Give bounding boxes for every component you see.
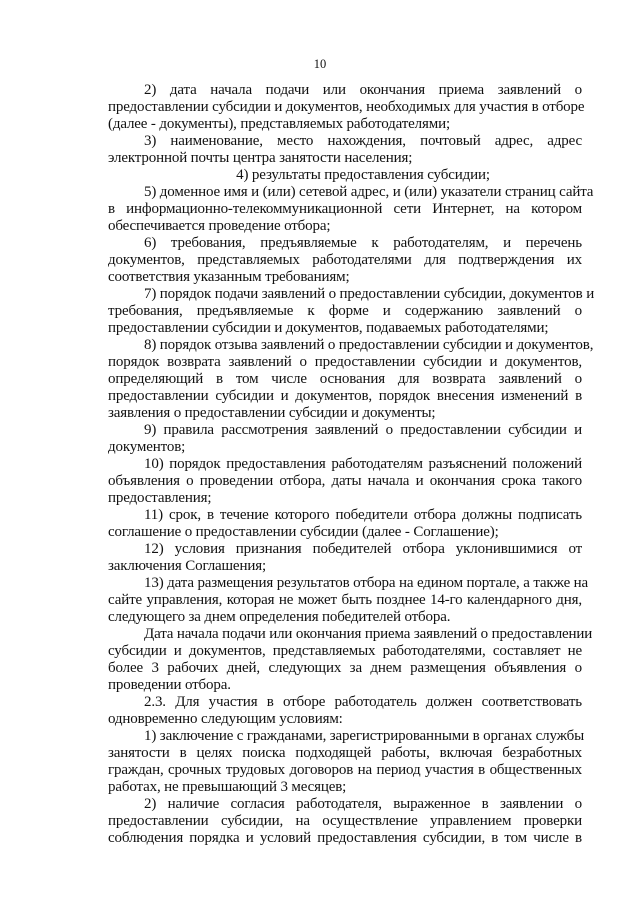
- paragraph: [108, 694, 582, 728]
- text-line: более 3 рабочих дней, следующих за днем размещения объявления о: [108, 660, 582, 676]
- text-line: 2.3. Для участия в отборе работодатель должен соответствовать: [144, 694, 582, 710]
- text-line: порядок возврата заявлений о предоставлении субсидии и документов,: [108, 354, 582, 370]
- text-line: обеспечивается проведение отбора;: [108, 218, 331, 234]
- paragraph: [108, 286, 595, 337]
- text-line: определяющий в том числе основания для возврата заявлений о: [108, 371, 582, 387]
- text-line: соблюдения порядка и условий предоставления субсидии, в том числе в: [108, 830, 582, 846]
- paragraph: [108, 575, 589, 626]
- text-line: 6) требования, предъявляемые к работодателям, и перечень: [144, 235, 582, 251]
- text-line: требования, предъявляемые к форме и содержанию заявлений о: [108, 303, 582, 319]
- text-line: заключения Соглашения;: [108, 558, 266, 574]
- paragraph: [108, 728, 585, 796]
- text-line: предоставлении субсидии, на осуществление управлением проверки: [108, 813, 582, 829]
- paragraph: [108, 626, 593, 694]
- paragraph: [108, 167, 582, 184]
- text-line: предоставлении субсидии и документов, порядок внесения изменений в: [108, 388, 582, 404]
- text-line: электронной почты центра занятости населения;: [108, 150, 413, 166]
- paragraph: [108, 456, 582, 507]
- text-line: объявления о проведении отбора, даты начала и окончания срока такого: [108, 473, 582, 489]
- text-line: предоставлении субсидии и документов, необходимых для участия в отборе: [108, 99, 585, 115]
- text-line: соглашение о предоставлении субсидии (далее - Соглашение);: [108, 524, 499, 540]
- text-line: проведении отбора.: [108, 677, 231, 693]
- text-line: 13) дата размещения результатов отбора на едином портале, а также на: [144, 575, 589, 591]
- text-line: работах, не превышающий 3 месяцев;: [108, 779, 347, 795]
- paragraph: [108, 235, 582, 286]
- text-line: документов, представляемых работодателями для подтверждения их: [108, 252, 582, 268]
- text-line: субсидии и документов, представляемых работодателями, составляет не: [108, 643, 582, 659]
- page-number: 10: [313, 57, 327, 71]
- paragraph: [108, 541, 582, 575]
- text-line: сайте управления, которая не может быть позднее 14-го календарного дня,: [108, 592, 582, 608]
- text-line: 4) результаты предоставления субсидии;: [236, 167, 490, 183]
- text-line: следующего за днем определения победителей отбора.: [108, 609, 451, 625]
- text-line: 7) порядок подачи заявлений о предоставлении субсидии, документов и: [144, 286, 595, 302]
- text-line: занятости в целях поиска подходящей работы, включая безработных: [108, 745, 582, 761]
- text-line: Дата начала подачи или окончания приема заявлений о предоставлении: [144, 626, 593, 642]
- text-line: в информационно-телекоммуникационной сети Интернет, на котором: [108, 201, 582, 217]
- text-line: 8) порядок отзыва заявлений о предоставлении субсидии и документов,: [144, 337, 594, 353]
- text-line: предоставления;: [108, 490, 212, 506]
- text-line: 12) условия признания победителей отбора уклонившимися от: [144, 541, 582, 557]
- text-line: 11) срок, в течение которого победители отбора должны подписать: [144, 507, 582, 523]
- text-line: заявления о предоставлении субсидии и документы;: [108, 405, 436, 421]
- paragraph: [108, 82, 585, 133]
- text-line: (далее - документы), представляемых работодателями;: [108, 116, 451, 132]
- text-line: предоставлении субсидии и документов, подаваемых работодателями;: [108, 320, 549, 336]
- paragraph: [108, 184, 594, 235]
- paragraph: [108, 337, 594, 422]
- paragraph: [108, 507, 582, 541]
- paragraph: [108, 422, 582, 456]
- text-line: 2) дата начала подачи или окончания приема заявлений о: [144, 82, 582, 98]
- text-line: 9) правила рассмотрения заявлений о предоставлении субсидии и: [144, 422, 582, 438]
- text-line: 1) заключение с гражданами, зарегистрированными в органах службы: [144, 728, 585, 744]
- paragraph: [108, 796, 582, 847]
- text-line: граждан, срочных трудовых договоров на период участия в общественных: [108, 762, 582, 778]
- document-body: [108, 82, 595, 847]
- text-line: 3) наименование, место нахождения, почтовый адрес, адрес: [144, 133, 582, 149]
- text-line: 5) доменное имя и (или) сетевой адрес, и (или) указатели страниц сайта: [144, 184, 594, 200]
- text-line: соответствия указанным требованиям;: [108, 269, 350, 285]
- paragraph: [108, 133, 582, 167]
- text-line: 2) наличие согласия работодателя, выраженное в заявлении о: [144, 796, 582, 812]
- text-line: 10) порядок предоставления работодателям разъяснений положений: [144, 456, 582, 472]
- text-line: одновременно следующим условиям:: [108, 711, 343, 727]
- text-line: документов;: [108, 439, 186, 455]
